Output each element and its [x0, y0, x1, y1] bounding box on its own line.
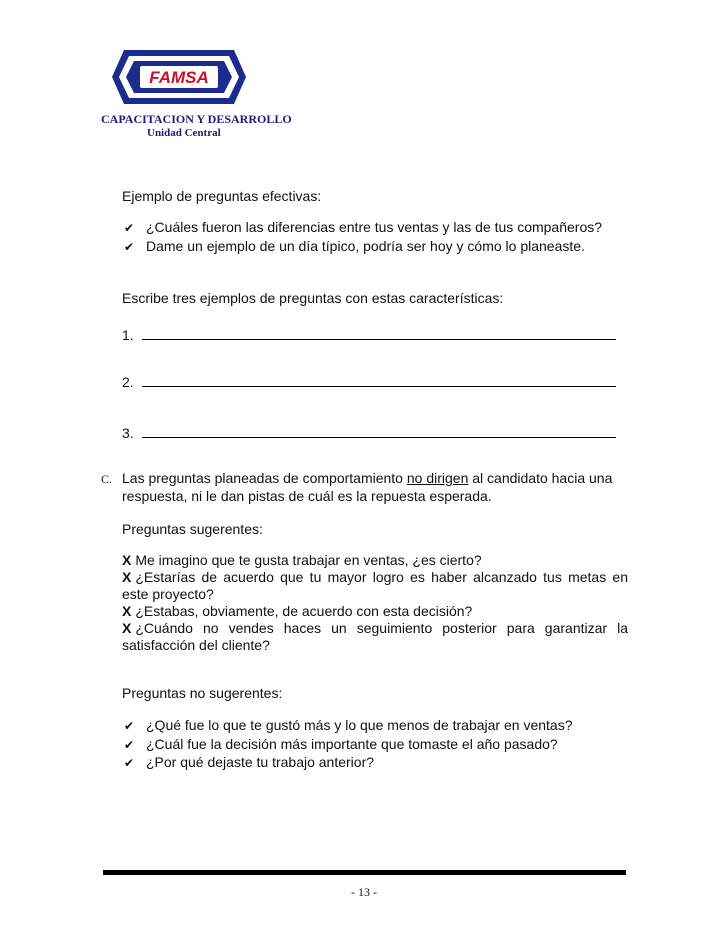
checkmark-icon: ✔: [124, 240, 135, 254]
checkmark-icon: ✔: [124, 719, 135, 733]
answer-line-3[interactable]: 3.: [122, 423, 616, 442]
checkmark-icon: ✔: [124, 738, 135, 752]
answer-line-2[interactable]: 2.: [122, 372, 616, 391]
list-item: ✔ ¿Cuáles fueron las diferencias entre tus ventas y las de tus compañeros?: [124, 219, 603, 235]
department-title: CAPACITACION Y DESARROLLO: [101, 112, 292, 126]
x-marker: X: [122, 569, 132, 585]
footer-rule: [103, 870, 626, 875]
section-c-line-1: Las preguntas planeadas de comportamiento no dirigen al candidato hacia una: [122, 470, 613, 486]
blank-line[interactable]: [142, 372, 616, 387]
famsa-logo: [112, 50, 246, 104]
list-item: ✔ Dame un ejemplo de un día típico, podría ser hoy y cómo lo planeaste.: [124, 238, 585, 254]
x-marker: X: [122, 603, 132, 619]
logo-text: FAMSA: [149, 68, 209, 87]
blank-line[interactable]: [142, 423, 616, 438]
non-suggestive-questions-title: Preguntas no sugerentes:: [122, 685, 283, 701]
list-item: ✔ ¿Cuál fue la decisión más importante que tomaste el año pasado?: [124, 736, 558, 752]
unit-title: Unidad Central: [147, 127, 221, 139]
x-marker: X: [122, 620, 132, 636]
section-label: C.: [101, 472, 113, 486]
blank-line[interactable]: [142, 325, 616, 340]
list-item-continuation: satisfacción del cliente?: [122, 637, 270, 653]
list-item: X ¿Estarías de acuerdo que tu mayor logro es haber alcanzado tus metas en: [122, 569, 628, 585]
list-item: X ¿Cuándo no vendes haces un seguimiento posterior para garantizar la: [122, 620, 628, 636]
checkmark-icon: ✔: [124, 756, 135, 770]
answer-line-1[interactable]: 1.: [122, 325, 616, 344]
checkmark-icon: ✔: [124, 221, 135, 235]
effective-questions-title: Ejemplo de preguntas efectivas:: [122, 188, 322, 204]
underlined-phrase: no dirigen: [406, 470, 469, 486]
suggestive-questions-title: Preguntas sugerentes:: [122, 521, 263, 537]
list-item: ✔ ¿Qué fue lo que te gustó más y lo que menos de trabajar en ventas?: [124, 717, 573, 733]
list-item: X Me imagino que te gusta trabajar en ventas, ¿es cierto?: [122, 552, 482, 568]
section-c-line-2: respuesta, ni le dan pistas de cuál es la repuesta esperada.: [122, 488, 492, 504]
list-item-continuation: este proyecto?: [122, 586, 214, 602]
x-marker: X: [122, 552, 132, 568]
page-number: - 13 -: [351, 885, 377, 899]
exercise-prompt: Escribe tres ejemplos de preguntas con estas características:: [122, 290, 504, 306]
list-item: X ¿Estabas, obviamente, de acuerdo con esta decisión?: [122, 603, 473, 619]
list-item: ✔ ¿Por qué dejaste tu trabajo anterior?: [124, 754, 375, 770]
